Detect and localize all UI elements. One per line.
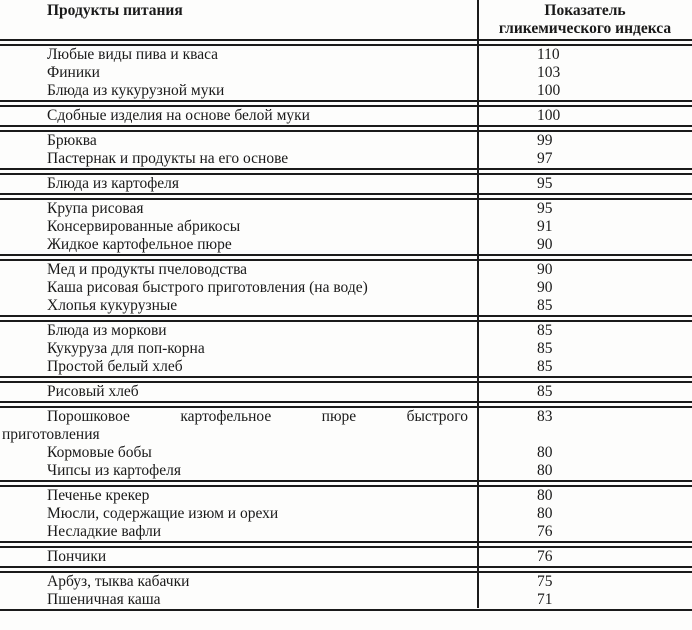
gi-value: 85: [537, 322, 553, 339]
table-row: [0, 132, 692, 150]
index-column-header: [478, 2, 692, 38]
product-name-word: Порошковое: [47, 408, 130, 425]
product-name: Пончики: [47, 548, 107, 565]
header-row: [0, 2, 692, 38]
table-group-10: [0, 485, 692, 543]
product-name-word: картофельное: [180, 408, 272, 425]
gi-value: 85: [537, 358, 553, 375]
gi-value: 95: [537, 175, 553, 192]
gi-value: 103: [537, 64, 561, 81]
gi-value: 91: [537, 218, 553, 235]
gi-value: 90: [537, 279, 553, 296]
gi-value: 76: [537, 548, 553, 565]
product-name: Консервированные абрикосы: [47, 218, 241, 235]
gi-value: 85: [537, 340, 553, 357]
product-name: Блюда из моркови: [47, 322, 167, 339]
table-group-3: [0, 130, 692, 170]
product-name: Блюда из кукурузной муки: [47, 82, 225, 99]
table-row: [0, 261, 692, 279]
gi-value: 80: [537, 462, 553, 479]
table-row: [0, 523, 692, 541]
product-name: Несладкие вафли: [47, 523, 162, 540]
table-group-4: [0, 173, 692, 195]
table-group-12: [0, 571, 692, 611]
table-row: [0, 150, 692, 168]
table-row: [0, 548, 692, 566]
product-name: Финики: [47, 64, 100, 81]
product-name: Мед и продукты пчеловодства: [47, 261, 248, 278]
table-row: [0, 322, 692, 340]
gi-value: 83: [537, 408, 553, 425]
gi-value: 90: [537, 261, 553, 278]
product-name: Пшеничная каша: [47, 591, 161, 608]
product-name: Мюсли, содержащие изюм и орехи: [47, 505, 279, 522]
product-name: Брюква: [47, 132, 97, 149]
gi-value: 95: [537, 200, 553, 217]
table-group-1: [0, 44, 692, 102]
table-header-group: [0, 0, 692, 41]
table-row: [0, 218, 692, 236]
table-row: [0, 462, 692, 480]
table-group-5: [0, 198, 692, 256]
table-group-6: [0, 259, 692, 317]
gi-value: 80: [537, 505, 553, 522]
table-row: [0, 444, 692, 462]
product-name: Жидкое картофельное пюре: [47, 236, 232, 253]
product-name: [0, 408, 478, 444]
table-row: [0, 408, 692, 444]
product-name: Простой белый хлеб: [47, 358, 183, 375]
product-name: Кукуруза для поп-корна: [47, 340, 205, 357]
gi-value: 75: [537, 573, 553, 590]
gi-value: 110: [537, 46, 560, 63]
table-group-7: [0, 320, 692, 378]
gi-value: 100: [537, 107, 561, 124]
product-name-line2: приготовления: [2, 426, 100, 443]
product-name: Каша рисовая быстрого приготовления (на воде): [47, 279, 368, 296]
product-name: Кормовые бобы: [47, 444, 152, 461]
product-name: Печенье крекер: [47, 487, 150, 504]
product-name-word: пюре: [321, 408, 357, 425]
gi-value: 80: [537, 487, 553, 504]
gi-value: 99: [537, 132, 553, 149]
table-row: [0, 340, 692, 358]
table-row: [0, 279, 692, 297]
product-name: Чипсы из картофеля: [47, 462, 181, 479]
gi-value: 85: [537, 297, 553, 314]
product-name: Рисовый хлеб: [47, 383, 139, 400]
gi-value: 71: [537, 591, 553, 608]
index-column-header-line2: гликемического индекса: [498, 20, 672, 37]
product-column-header: Продукты питания: [47, 2, 183, 19]
gi-value: 100: [537, 82, 561, 99]
product-name: Любые виды пива и кваса: [47, 46, 219, 63]
gi-value: 76: [537, 523, 553, 540]
table-row: [0, 46, 692, 64]
product-name: Сдобные изделия на основе белой муки: [47, 107, 310, 124]
table-row: [0, 200, 692, 218]
table-row: [0, 107, 692, 125]
product-name-word: быстрого: [406, 408, 468, 425]
table-row: [0, 82, 692, 100]
table-row: [0, 358, 692, 376]
product-name: Крупа рисовая: [47, 200, 144, 217]
gi-value: 80: [537, 444, 553, 461]
gi-value: 90: [537, 236, 553, 253]
table-row: [0, 487, 692, 505]
product-name: Пастернак и продукты на его основе: [47, 150, 289, 167]
product-name: Хлопья кукурузные: [47, 297, 178, 314]
table-group-8: [0, 381, 692, 403]
table-row: [0, 573, 692, 591]
table-row: [0, 591, 692, 609]
gi-value: 97: [537, 150, 553, 167]
product-name: Блюда из картофеля: [47, 175, 179, 192]
table-row: [0, 505, 692, 523]
gi-value: 85: [537, 383, 553, 400]
product-name-line1: [0, 408, 478, 426]
table-row: [0, 236, 692, 254]
product-name: Арбуз, тыква кабачки: [47, 573, 190, 590]
column-divider: [477, 0, 479, 608]
table-group-11: [0, 546, 692, 568]
table-group-2: [0, 105, 692, 127]
table-group-9: [0, 406, 692, 482]
index-column-header-line1: Показатель: [544, 2, 626, 19]
table-row: [0, 297, 692, 315]
table-row: [0, 64, 692, 82]
table-row: [0, 175, 692, 193]
table-row: [0, 383, 692, 401]
